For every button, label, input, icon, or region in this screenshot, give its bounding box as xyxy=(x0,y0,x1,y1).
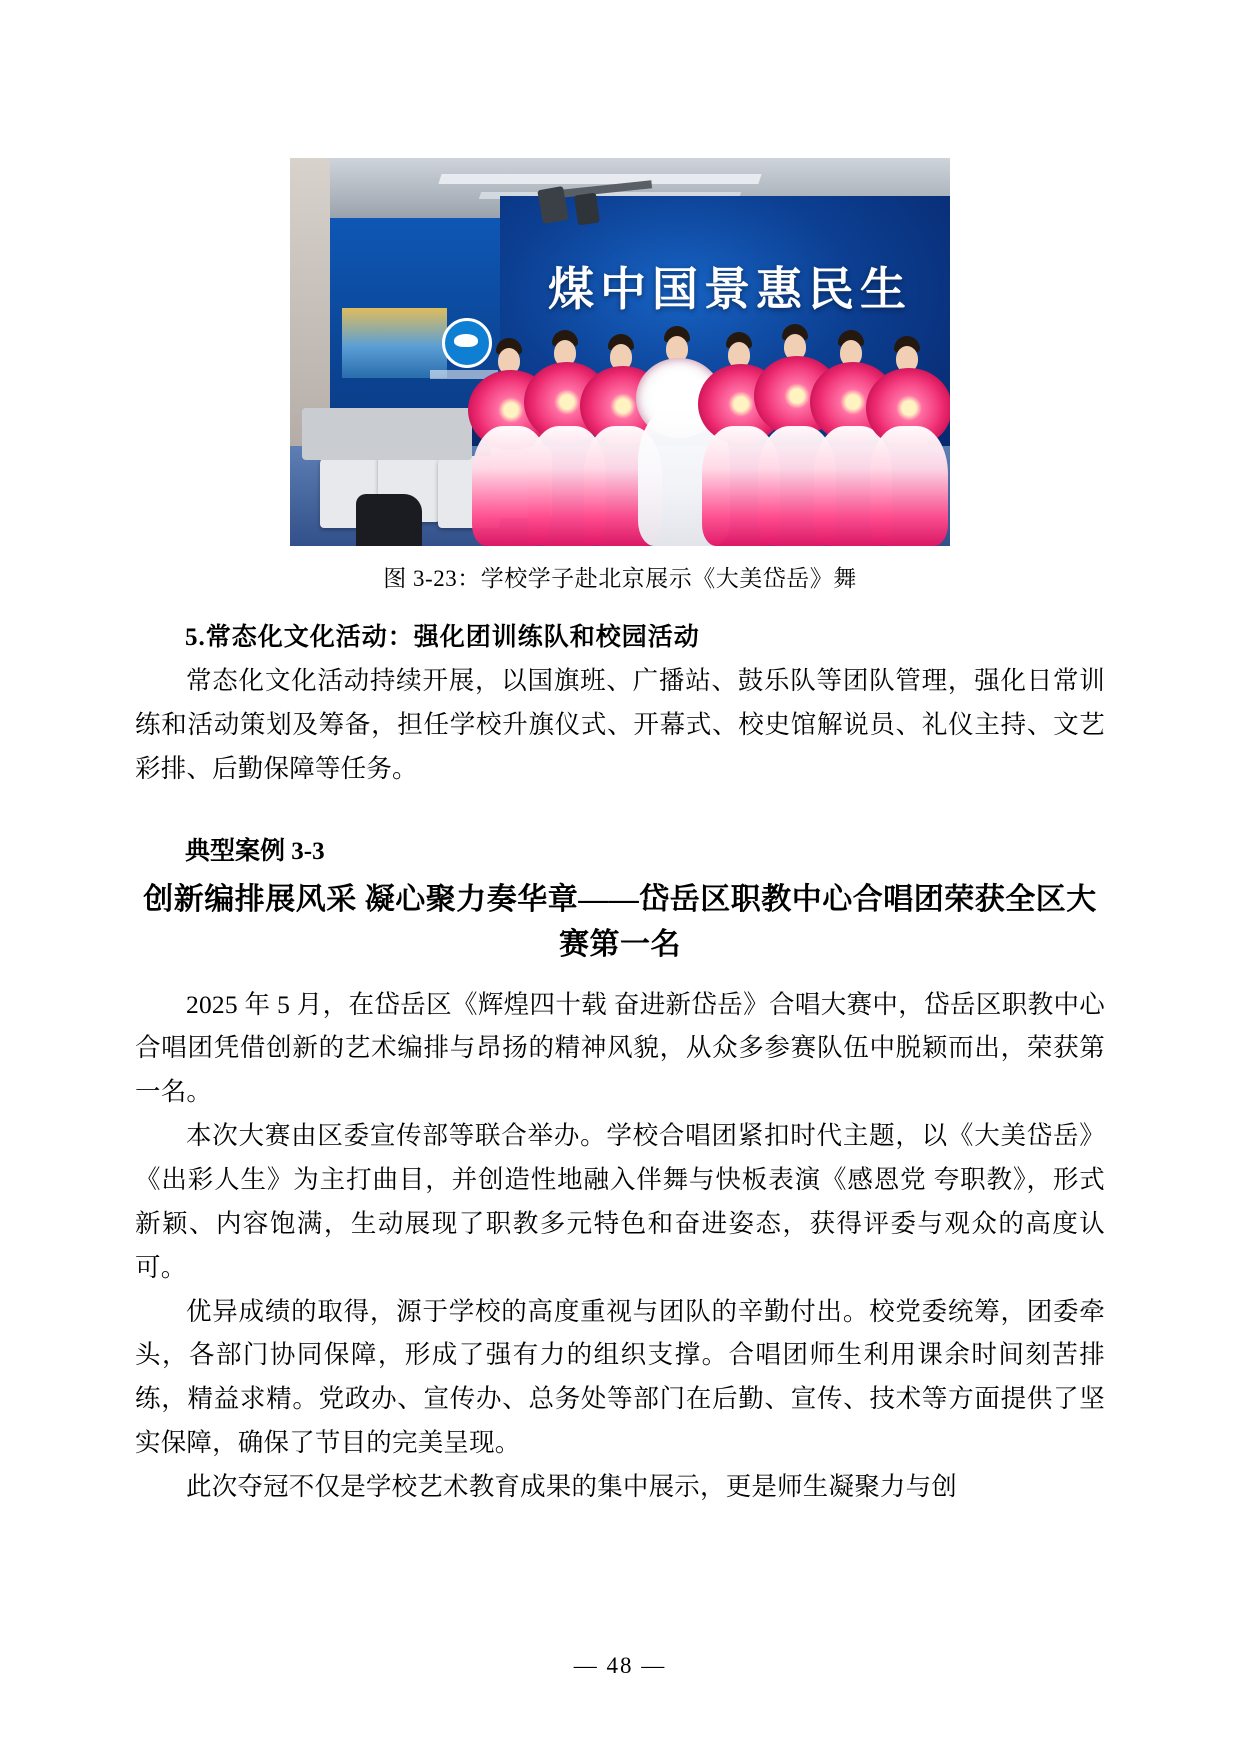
photo-banner-text: 煤中国景惠民生 xyxy=(548,264,912,315)
figure-caption: 图 3-23：学校学子赴北京展示《大美岱岳》舞 xyxy=(383,566,857,591)
figure-image xyxy=(290,158,950,546)
photo-stage-light-2-icon xyxy=(574,193,600,226)
photo-ceiling-stripe xyxy=(438,174,761,184)
paragraph-5: 此次夺冠不仅是学校艺术教育成果的集中展示，更是师生凝聚力与创 xyxy=(186,1472,958,1502)
photo-foreground-object xyxy=(356,494,422,546)
paragraph-2: 2025 年 5 月，在岱岳区《辉煌四十载 奋进新岱岳》合唱大赛中，岱岳区职教中心合唱团凭借创新的艺术编排与昂扬的精神风貌，从众多参赛队伍中脱颖而出，荣获第一名。 xyxy=(135,989,1105,1107)
page-number: — 48 — xyxy=(573,1653,667,1678)
case-label: 典型案例 3-3 xyxy=(185,837,325,865)
paragraph-4: 优异成绩的取得，源于学校的高度重视与团队的辛勤付出。校党委统筹，团委牵头，各部门协同保障，形成了强有力的组织支撑。合唱团师生利用课余时间刻苦排练，精益求精。党政办、宣传办、总务处等部门在后勤、宣传、技术等方面提供了坚实保障，确保了节目的完美呈现。 xyxy=(135,1296,1105,1458)
section-heading: 5.常态化文化活动：强化团训练队和校园活动 xyxy=(185,624,700,651)
photo-stage-light-icon xyxy=(537,186,569,224)
paragraph-3: 本次大赛由区委宣传部等联合举办。学校合唱团紧扣时代主题，以《大美岱岳》《出彩人生》为主打曲目，并创造性地融入伴舞与快板表演《感恩党 夸职教》，形式新颖、内容饱满，生动展现了职教多元特色和奋进姿态，获得评委与观众的高度认可。 xyxy=(135,1121,1105,1282)
case-title: 创新编排展风采 凝心聚力奏华章——岱岳区职教中心合唱团荣获全区大赛第一名 xyxy=(143,882,1097,961)
photo-screen-image xyxy=(342,308,447,378)
figure-block xyxy=(135,158,1105,593)
paragraph-1: 常态化文化活动持续开展，以国旗班、广播站、鼓乐队等团队管理，强化日常训练和活动策划及筹备，担任学校升旗仪式、开幕式、校史馆解说员、礼仪主持、文艺彩排、后勤保障等任务。 xyxy=(135,666,1105,783)
photo-dancers xyxy=(470,296,950,546)
photo-table xyxy=(302,408,472,460)
